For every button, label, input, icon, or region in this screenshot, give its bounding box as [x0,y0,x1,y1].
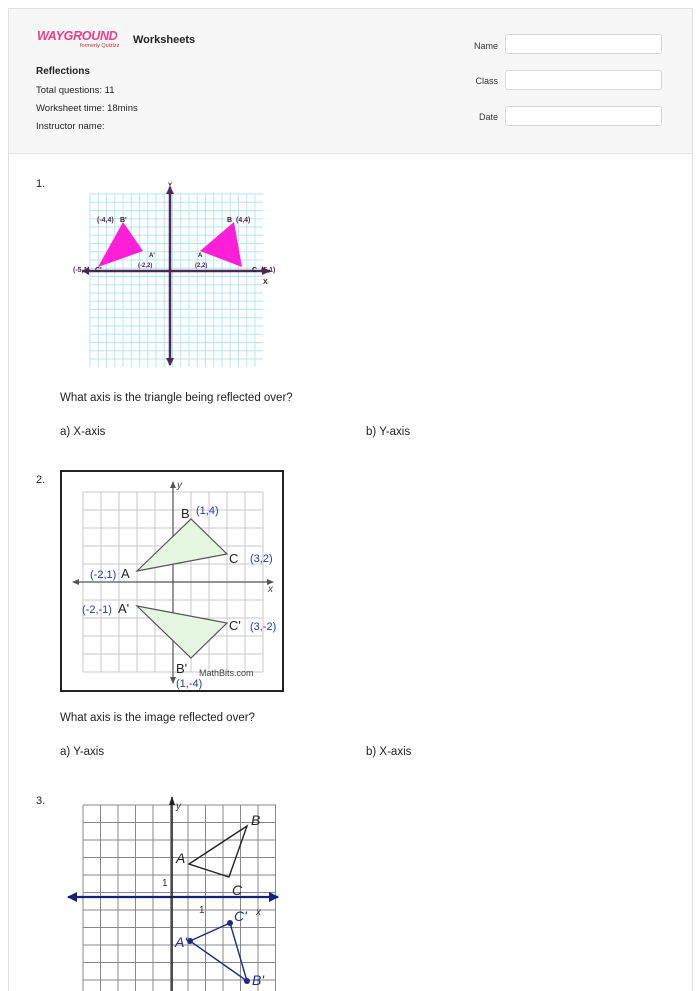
wayground-logo [37,29,129,53]
point-label: A' [149,253,155,259]
x-axis-arrow-left [67,892,77,902]
q3-figure [64,793,284,991]
x-axis-label: X [263,279,268,286]
point-label: C [232,882,243,898]
point-label: (-4,4) [97,217,114,224]
point-label: (1,4) [196,505,219,517]
point-label: (4,4) [236,217,251,224]
logo-text: WAYGROUND [37,29,118,43]
logo-subtitle: formerly Quizizz [80,43,120,49]
total-questions: Total questions: 11 [36,85,115,96]
app-title: Worksheets [133,34,196,46]
point-label: B' [176,661,188,676]
tick-label: 1 [162,878,168,889]
point-label: (3,2) [250,553,273,565]
point-label: B [181,506,190,521]
y-axis-label: y [176,801,181,812]
point-label: C [252,267,258,274]
q1-figure [64,175,284,367]
point-label: (1,-4) [176,678,203,690]
point-label: B' [252,972,265,988]
point-label: (-5,1) [73,267,90,274]
triangle-abc [189,826,247,877]
point-label: A' [175,934,188,950]
point-label: (5,1) [261,267,276,274]
worksheet-time: Worksheet time: 18mins [36,103,138,114]
option-a[interactable]: a) Y-axis [60,746,105,758]
point-label: C [229,551,239,566]
point-c-prime [227,920,233,926]
y-axis-label: Y [167,183,173,189]
triangle-abc-reflected [190,923,247,981]
point-label: MathBits.com [199,668,254,678]
question-text: What axis is the triangle being reflected over? [60,392,293,404]
point-label: B [251,812,261,828]
point-a-prime [187,938,193,944]
point-label: (2,2) [195,263,208,269]
x-axis-label: x [256,907,261,918]
point-label: (3,-2) [250,621,277,633]
point-label: B' [120,217,127,224]
option-b[interactable]: b) X-axis [366,746,412,758]
point-label: (-2,1) [90,569,117,581]
option-b[interactable]: b) Y-axis [366,426,411,438]
y-axis-arrow-top [169,796,175,805]
class-label: Class [475,76,498,86]
class-field[interactable] [505,70,662,90]
q2-figure [60,470,284,692]
point-label: A [121,566,130,581]
worksheet-title: Reflections [36,66,90,77]
point-label: A [176,850,186,866]
point-label: C' [95,267,102,274]
x-axis-label: x [268,584,273,595]
point-label: (-2,-1) [82,604,112,616]
question-text: What axis is the image reflected over? [60,712,255,724]
instructor-name: Instructor name: [36,121,105,132]
point-label: (-2,2) [138,263,153,269]
question-number: 3. [36,795,46,807]
tick-label: 1 [199,905,205,916]
date-label: Date [478,112,498,122]
date-field[interactable] [505,106,662,126]
name-field[interactable] [505,34,662,54]
worksheet [8,8,693,991]
point-label: B [227,217,233,224]
point-b-prime [244,978,250,984]
name-label: Name [473,41,498,51]
option-a[interactable]: a) X-axis [60,426,106,438]
point-label: C' [234,908,247,924]
point-label: C' [229,618,241,633]
question-number: 1. [36,178,46,190]
x-axis-arrow-right [269,892,279,902]
y-axis-label: y [177,480,182,491]
point-label: A' [118,601,130,616]
point-label: A [198,253,203,259]
question-number: 2. [36,474,46,486]
worksheet-header [9,9,692,154]
